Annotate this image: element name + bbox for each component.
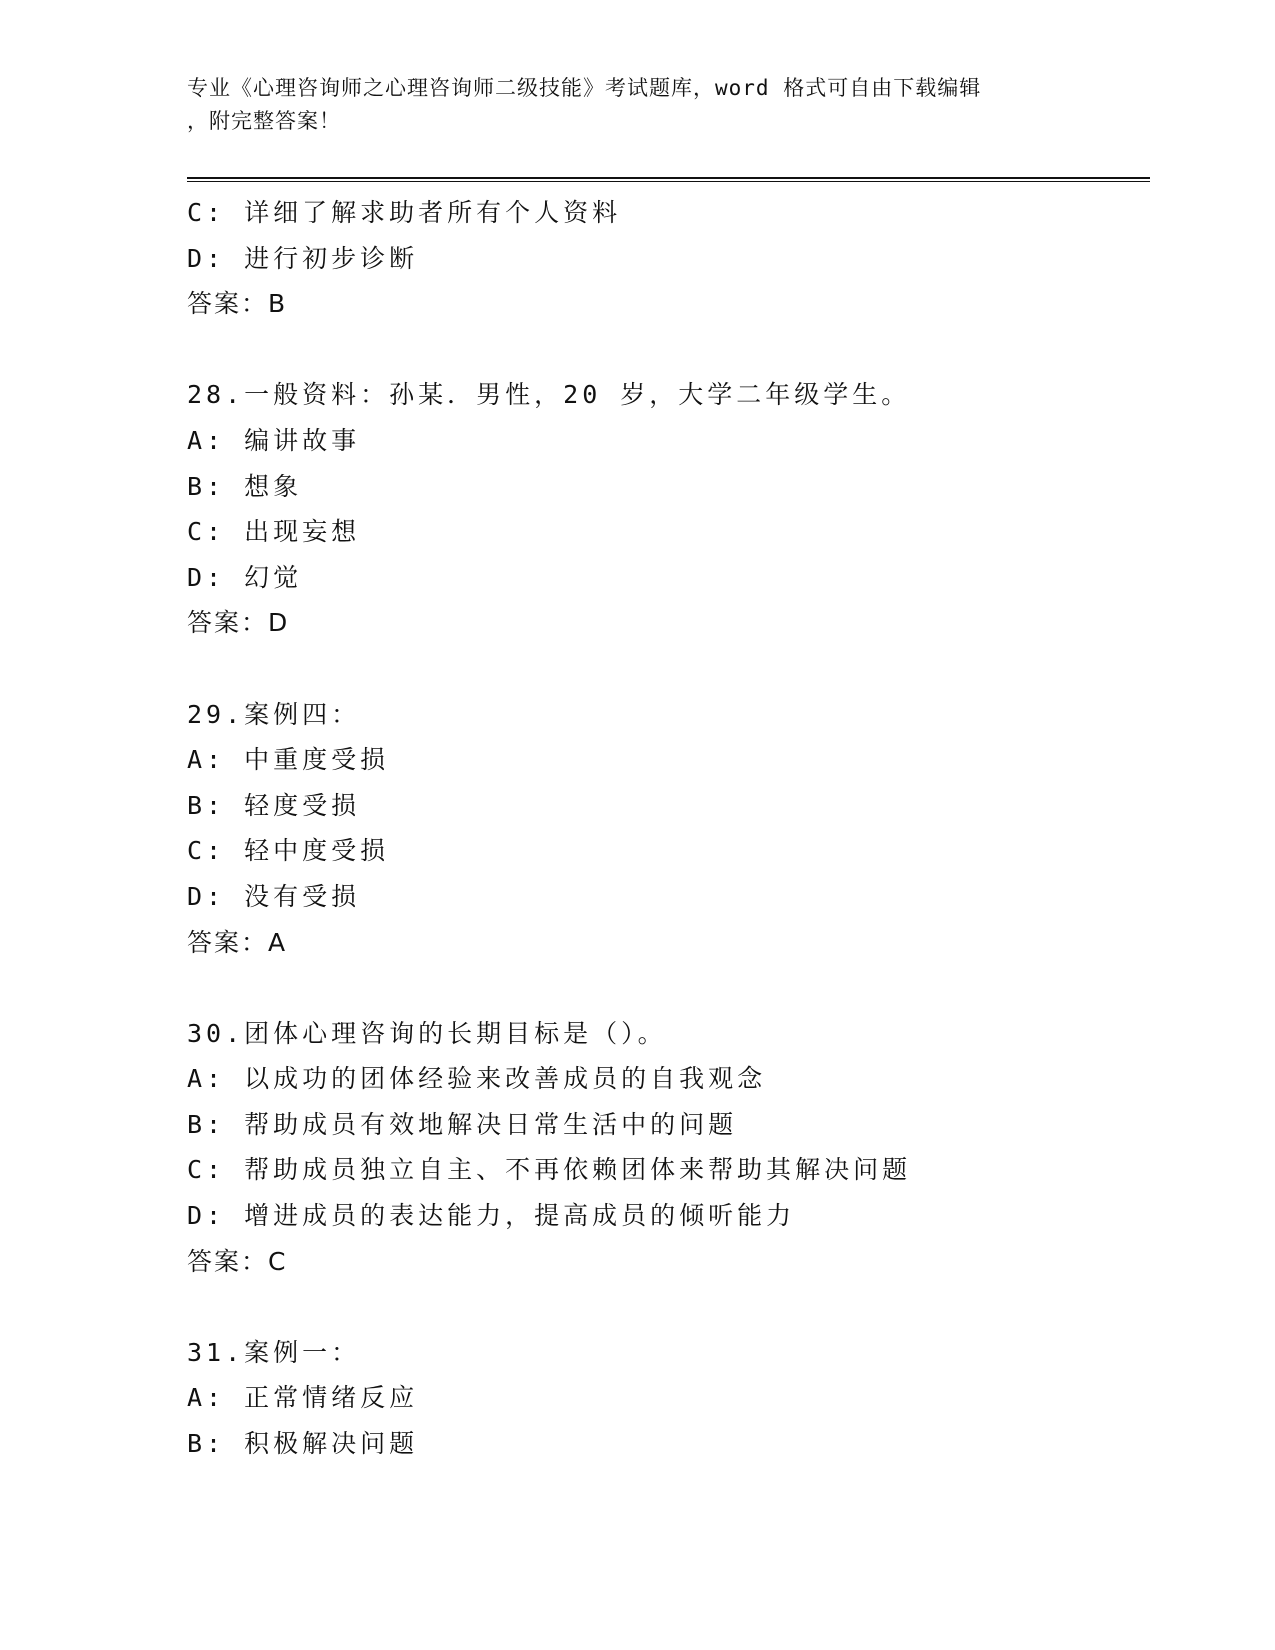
- q27-option-d: D: 进行初步诊断: [187, 243, 419, 273]
- header-line-1: 专业《心理咨询师之心理咨询师二级技能》考试题库，word 格式可自由下载编辑: [187, 76, 982, 100]
- q27-option-c: C: 详细了解求助者所有个人资料: [187, 198, 622, 227]
- q30-answer: 答案：C: [187, 1246, 288, 1276]
- q28-option-c: C: 出现妄想: [187, 517, 361, 547]
- q31-option-a: A: 正常情绪反应: [187, 1383, 419, 1413]
- q29-stem: 29.案例四：: [187, 699, 361, 729]
- spacer: [187, 1284, 1147, 1330]
- header-divider: [187, 177, 1150, 182]
- question-list: [187, 190, 1147, 1467]
- q29-answer: 答案：A: [187, 927, 288, 957]
- q29-option-c: C: 轻中度受损: [187, 836, 390, 866]
- q30-option-c: C: 帮助成员独立自主、不再依赖团体来帮助其解决问题: [187, 1155, 912, 1185]
- q29-option-d: D: 没有受损: [187, 881, 361, 911]
- q28-stem: 28.一般资料：孙某．男性，20 岁，大学二年级学生。: [187, 380, 911, 410]
- q30-option-a: A: 以成功的团体经验来改善成员的自我观念: [187, 1064, 767, 1094]
- q29-option-b: B: 轻度受损: [187, 790, 361, 820]
- q30-stem: 30.团体心理咨询的长期目标是（）。: [187, 1018, 667, 1048]
- document-header: [187, 72, 1067, 138]
- q30-option-b: B: 帮助成员有效地解决日常生活中的问题: [187, 1109, 738, 1139]
- spacer: [187, 965, 1147, 1011]
- q31-option-b: B: 积极解决问题: [187, 1429, 419, 1459]
- q28-option-b: B: 想象: [187, 471, 303, 501]
- header-line-2: ，附完整答案！: [187, 109, 341, 133]
- q31-stem: 31.案例一：: [187, 1337, 361, 1367]
- spacer: [187, 646, 1147, 692]
- q28-option-d: D: 幻觉: [187, 562, 303, 592]
- q28-answer: 答案：D: [187, 608, 290, 638]
- spacer: [187, 327, 1147, 373]
- q27-answer: 答案：B: [187, 289, 288, 319]
- q29-option-a: A: 中重度受损: [187, 745, 390, 775]
- q28-option-a: A: 编讲故事: [187, 425, 361, 455]
- q30-option-d: D: 增进成员的表达能力，提高成员的倾听能力: [187, 1201, 796, 1231]
